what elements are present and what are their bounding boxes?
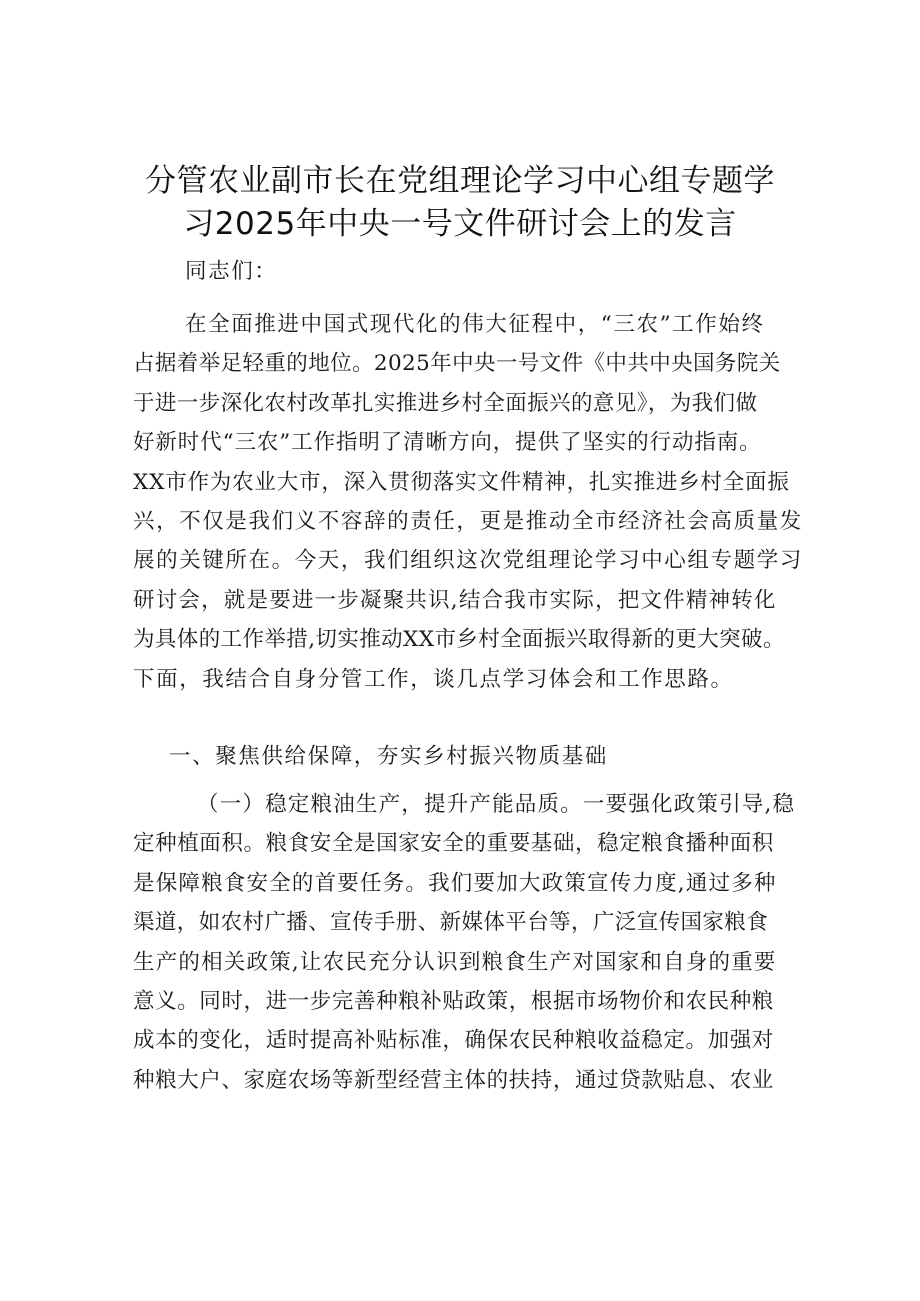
paragraph-line: 是保障粮食安全的首要任务。我们要加大政策宣传力度,通过多种 (133, 870, 777, 896)
paragraph-line: 种粮大户、家庭农场等新型经营主体的扶持，通过贷款贴息、农业 (133, 1067, 774, 1093)
paragraph-line: 定种植面积。粮食安全是国家安全的重要基础，稳定粮食播种面积 (133, 831, 774, 857)
paragraph-line: 研讨会，就是要进一步凝聚共识,结合我市实际，把文件精神转化 (133, 587, 777, 613)
paragraph-line: 占据着举足轻重的地位。2025年中央一号文件《中共中央国务院关 (133, 351, 781, 377)
paragraph-line: 兴，不仅是我们义不容辞的责任，更是推动全市经济社会高质量发 (133, 509, 803, 535)
title-line: 分管农业副市长在党组理论学习中心组专题学 (145, 163, 775, 199)
paragraph-line: 成本的变化，适时提高补贴标准，确保农民种粮收益稳定。加强对 (133, 1028, 774, 1054)
paragraph-line: 下面，我结合自身分管工作，谈几点学习体会和工作思路。 (133, 666, 734, 692)
title-line: 习2025年中央一号文件研讨会上的发言 (183, 206, 737, 242)
paragraph-line: 展的关键所在。今天，我们组织这次党组理论学习中心组专题学习 (133, 548, 803, 574)
document-title (120, 160, 800, 246)
salutation: 同志们： (185, 259, 278, 284)
paragraph-line: 渠道，如农村广播、宣传手册、新媒体平台等，广泛宣传国家粮食 (133, 910, 769, 936)
paragraph-line: 于进一步深化农村改革扎实推进乡村全面振兴的意见》，为我们做 (133, 390, 758, 416)
paragraph-line: 意义。同时，进一步完善种粮补贴政策，根据市场物价和农民种粮 (133, 989, 774, 1015)
paragraph-line: 生产的相关政策,让农民充分认识到粮食生产对国家和自身的重要 (133, 949, 777, 975)
paragraph-line: XX市作为农业大市，深入贯彻落实文件精神，扎实推进乡村全面振 (133, 469, 790, 495)
paragraph-line: 为具体的工作举措,切实推动XX市乡村全面振兴取得新的更大突破。 (133, 627, 785, 653)
paragraph-line: （一）稳定粮油生产，提升产能品质。一要强化政策引导,稳 (197, 792, 796, 817)
intro-paragraph (133, 305, 803, 699)
paragraph-line: 好新时代“三农”工作指明了清晰方向，提供了坚实的行动指南。 (133, 430, 762, 456)
paragraph-line: 在全面推进中国式现代化的伟大征程中，“三农”工作始终 (185, 312, 765, 337)
section-paragraph (133, 785, 798, 1100)
section-heading: 一、聚焦供给保障，夯实乡村振兴物质基础 (169, 744, 608, 769)
